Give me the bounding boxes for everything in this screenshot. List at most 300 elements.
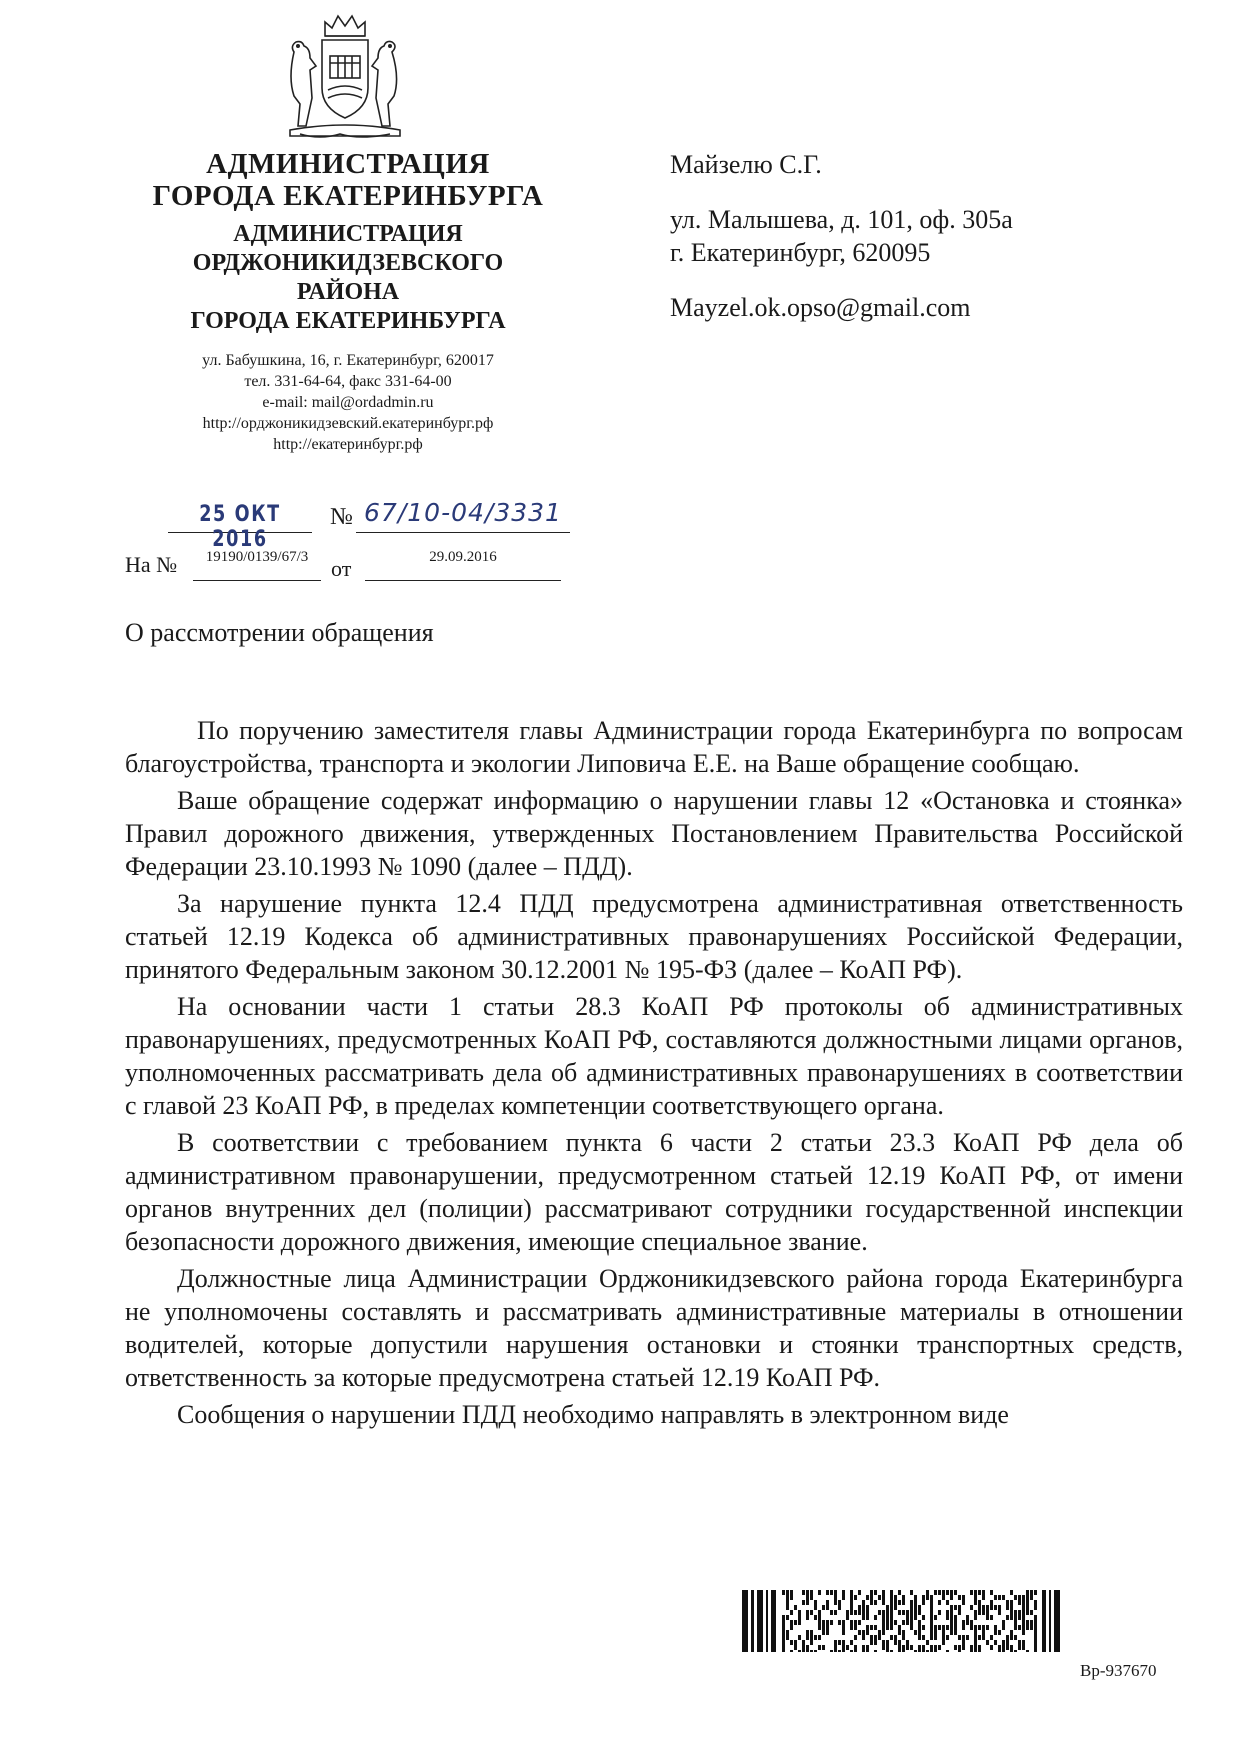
barcode-module: [962, 1635, 965, 1640]
barcode-module: [806, 1630, 809, 1635]
barcode-module: [886, 1645, 889, 1650]
barcode-module: [926, 1595, 929, 1600]
barcode-module: [1022, 1615, 1025, 1620]
barcode-module: [1002, 1645, 1005, 1650]
barcode-module: [850, 1610, 853, 1615]
barcode-module: [926, 1640, 929, 1645]
barcode-module: [1014, 1615, 1017, 1620]
barcode-module: [806, 1615, 809, 1620]
barcode-module: [886, 1625, 889, 1630]
barcode-module: [878, 1635, 881, 1640]
barcode-module: [894, 1635, 897, 1640]
org-city: ГОРОДА ЕКАТЕРИНБУРГА: [152, 180, 544, 212]
barcode-module: [782, 1625, 785, 1630]
barcode-module: [862, 1605, 865, 1610]
barcode-module: [898, 1630, 901, 1635]
barcode-module: [862, 1630, 865, 1635]
barcode-module: [1014, 1650, 1017, 1652]
barcode-module: [1014, 1620, 1017, 1625]
barcode-module: [894, 1605, 897, 1610]
barcode-module: [894, 1595, 897, 1600]
coat-of-arms-icon: [280, 8, 410, 148]
barcode-module: [834, 1645, 837, 1650]
barcode-module: [806, 1600, 809, 1605]
barcode-module: [1014, 1635, 1017, 1640]
barcode-module: [914, 1630, 917, 1635]
barcode-module: [886, 1610, 889, 1615]
ref-from-label: от: [331, 556, 352, 581]
org-email: e-mail: mail@ordadmin.ru: [262, 394, 434, 411]
barcode-module: [954, 1605, 957, 1610]
barcode-module: [910, 1590, 913, 1595]
barcode-module: [854, 1595, 857, 1600]
barcode-module: [850, 1620, 853, 1625]
barcode-module: [850, 1590, 853, 1595]
barcode-module: [858, 1620, 861, 1625]
barcode-module: [790, 1610, 793, 1615]
barcode-module: [882, 1610, 885, 1615]
barcode-module: [910, 1600, 913, 1605]
barcode-module: [974, 1600, 977, 1605]
barcode-module: [790, 1650, 793, 1652]
barcode-module: [918, 1645, 921, 1650]
barcode-module: [834, 1590, 837, 1595]
barcode-module: [874, 1590, 877, 1595]
barcode-module: [1030, 1620, 1033, 1625]
barcode-module: [846, 1610, 849, 1615]
barcode-module: [982, 1590, 985, 1595]
barcode-module: [934, 1650, 937, 1652]
barcode-module: [842, 1595, 845, 1600]
barcode-module: [978, 1650, 981, 1652]
barcode-module: [802, 1600, 805, 1605]
barcode-module: [1018, 1615, 1021, 1620]
barcode-module: [826, 1590, 829, 1595]
barcode-module: [822, 1620, 825, 1625]
barcode-module: [798, 1635, 801, 1640]
barcode-module: [822, 1625, 825, 1630]
barcode-module: [1006, 1645, 1009, 1650]
barcode-module: [782, 1630, 785, 1635]
barcode-module: [782, 1590, 785, 1595]
barcode-module: [854, 1645, 857, 1650]
barcode-module: [798, 1615, 801, 1620]
barcode-module: [894, 1600, 897, 1605]
barcode-module: [862, 1615, 865, 1620]
barcode-module: [810, 1590, 813, 1595]
letter-body: [125, 714, 1183, 1435]
barcode-module: [794, 1605, 797, 1610]
barcode-module: [1014, 1595, 1017, 1600]
barcode-module: [950, 1590, 953, 1595]
barcode-module: [882, 1640, 885, 1645]
barcode-module: [794, 1640, 797, 1645]
barcode-module: [814, 1600, 817, 1605]
barcode-module: [998, 1650, 1001, 1652]
barcode-module: [866, 1625, 869, 1630]
barcode-module: [974, 1640, 977, 1645]
barcode-module: [954, 1590, 957, 1595]
barcode-module: [902, 1650, 905, 1652]
barcode-module: [898, 1645, 901, 1650]
barcode-module: [790, 1640, 793, 1645]
barcode-module: [986, 1615, 989, 1620]
barcode-module: [978, 1645, 981, 1650]
barcode-module: [970, 1625, 973, 1630]
barcode-module: [822, 1630, 825, 1635]
barcode-module: [878, 1630, 881, 1635]
barcode-module: [782, 1640, 785, 1645]
barcode-module: [890, 1650, 893, 1652]
barcode-module: [1010, 1650, 1013, 1652]
barcode-module: [1034, 1615, 1037, 1620]
barcode-module: [826, 1620, 829, 1625]
barcode-module: [966, 1620, 969, 1625]
barcode-module: [786, 1635, 789, 1640]
barcode-module: [990, 1645, 993, 1650]
barcode-module: [886, 1605, 889, 1610]
addressee-block: [670, 148, 1013, 324]
barcode-module: [930, 1650, 933, 1652]
barcode-module: [930, 1610, 933, 1615]
barcode-module: [806, 1595, 809, 1600]
barcode-module: [978, 1605, 981, 1610]
barcode-module: [802, 1640, 805, 1645]
barcode-module: [914, 1605, 917, 1610]
barcode-module: [970, 1605, 973, 1610]
barcode-module: [846, 1645, 849, 1650]
barcode-module: [902, 1645, 905, 1650]
barcode-module: [1010, 1645, 1013, 1650]
barcode-module: [946, 1615, 949, 1620]
barcode-module: [1002, 1625, 1005, 1630]
barcode-module: [874, 1600, 877, 1605]
barcode-module: [930, 1630, 933, 1635]
barcode-module: [1018, 1640, 1021, 1645]
barcode-module: [902, 1595, 905, 1600]
barcode-module: [1010, 1635, 1013, 1640]
barcode-module: [918, 1605, 921, 1610]
barcode-module: [898, 1590, 901, 1595]
barcode-module: [934, 1635, 937, 1640]
barcode-module: [1026, 1605, 1029, 1610]
barcode-module: [902, 1600, 905, 1605]
barcode-module: [978, 1635, 981, 1640]
barcode-module: [978, 1610, 981, 1615]
barcode-module: [982, 1610, 985, 1615]
paragraph: Ваше обращение содержат информацию о нарушении главы 12 «Остановка и стоянка» Правил дорожного движения, утвержденных Постановлением Правительства Российской Федерации 23.10.1993 № 1090 (далее – ПДД).: [125, 786, 1183, 881]
barcode-module: [850, 1650, 853, 1652]
barcode-module: [890, 1615, 893, 1620]
barcode-module: [930, 1625, 933, 1630]
barcode-module: [818, 1625, 821, 1630]
subject-line: О рассмотрении обращения: [125, 618, 434, 647]
barcode-module: [994, 1625, 997, 1630]
barcode-module: [1026, 1595, 1029, 1600]
barcode-module: [1034, 1625, 1037, 1630]
barcode-module: [954, 1645, 957, 1650]
barcode-module: [866, 1650, 869, 1652]
paragraph: Должностные лица Администрации Орджоникидзевского района города Екатеринбурга не уполномочены составлять и рассматривать административные материалы в отношении водителей, которые допустили нарушения остановки и стоянки транспортных средств, ответственность за которые предусмотрена статьей 12.19 КоАП РФ.: [125, 1264, 1183, 1392]
barcode-module: [958, 1595, 961, 1600]
barcode-module: [974, 1590, 977, 1595]
barcode-module: [878, 1610, 881, 1615]
barcode-module: [946, 1610, 949, 1615]
barcode-module: [950, 1625, 953, 1630]
barcode-module: [1002, 1620, 1005, 1625]
barcode-module: [850, 1640, 853, 1645]
barcode-module: [910, 1620, 913, 1625]
barcode-module: [914, 1595, 917, 1600]
barcode-module: [1010, 1605, 1013, 1610]
barcode-module: [994, 1630, 997, 1635]
barcode-module: [910, 1645, 913, 1650]
barcode-module: [838, 1605, 841, 1610]
barcode-module: [1006, 1605, 1009, 1610]
barcode-module: [974, 1650, 977, 1652]
barcode-module: [786, 1590, 789, 1595]
barcode-module: [922, 1615, 925, 1620]
paragraph: За нарушение пункта 12.4 ПДД предусмотрена административная ответственность статьей 12.19 Кодекса об административных правонарушениях Российской Федерации, принятого Федеральным законом 30.12.2001 № 195-ФЗ (далее – КоАП РФ).: [125, 889, 1183, 984]
barcode-module: [850, 1625, 853, 1630]
barcode-module: [838, 1650, 841, 1652]
barcode-module: [882, 1620, 885, 1625]
barcode-module: [790, 1595, 793, 1600]
barcode-module: [914, 1600, 917, 1605]
barcode-module: [894, 1640, 897, 1645]
barcode-module: [814, 1650, 817, 1652]
barcode-module: [1010, 1590, 1013, 1595]
barcode-module: [874, 1640, 877, 1645]
barcode-module: [958, 1610, 961, 1615]
barcode-module: [942, 1630, 945, 1635]
barcode-module: [882, 1615, 885, 1620]
barcode-module: [826, 1630, 829, 1635]
barcode-module: [898, 1640, 901, 1645]
barcode-module: [962, 1645, 965, 1650]
barcode-module: [958, 1650, 961, 1652]
barcode-module: [862, 1650, 865, 1652]
barcode-module: [790, 1590, 793, 1595]
barcode-module: [782, 1620, 785, 1625]
barcode-module: [842, 1625, 845, 1630]
barcode-module: [870, 1590, 873, 1595]
barcode-module: [902, 1620, 905, 1625]
barcode-module: [918, 1620, 921, 1625]
barcode-module: [858, 1590, 861, 1595]
barcode-module: [954, 1630, 957, 1635]
barcode-module: [1026, 1590, 1029, 1595]
barcode-module: [810, 1610, 813, 1615]
paragraph: В соответствии с требованием пункта 6 части 2 статьи 23.3 КоАП РФ дела об административном правонарушении, предусмотренном статьей 12.19 КоАП РФ, от имени органов внутренних дел (полиции) рассматривают сотрудники государственной инспекции безопасности дорожного движения, имеющие специальное звание.: [125, 1128, 1183, 1256]
barcode-module: [866, 1605, 869, 1610]
barcode-module: [1034, 1645, 1037, 1650]
barcode-module: [826, 1605, 829, 1610]
barcode-module: [854, 1635, 857, 1640]
barcode-module: [834, 1650, 837, 1652]
barcode-module: [890, 1635, 893, 1640]
org-site-1: http://орджоникидзевский.екатеринбург.рф: [202, 415, 494, 432]
date-stamp: 25 ОКТ 2016: [168, 502, 312, 533]
org-name: АДМИНИСТРАЦИЯ: [206, 148, 490, 180]
barcode-module: [990, 1635, 993, 1640]
barcode-module: [834, 1595, 837, 1600]
barcode-icon: [742, 1590, 1060, 1652]
barcode-module: [1034, 1600, 1037, 1605]
barcode-module: [934, 1615, 937, 1620]
barcode-module: [902, 1635, 905, 1640]
barcode-module: [874, 1615, 877, 1620]
barcode-module: [842, 1645, 845, 1650]
barcode-module: [1026, 1625, 1029, 1630]
barcode-module: [838, 1640, 841, 1645]
barcode-module: [790, 1625, 793, 1630]
barcode-module: [858, 1610, 861, 1615]
barcode-module: [866, 1645, 869, 1650]
number-label: №: [330, 504, 353, 530]
barcode-module: [910, 1605, 913, 1610]
barcode-module: [862, 1645, 865, 1650]
barcode-module: [898, 1625, 901, 1630]
barcode-module: [826, 1625, 829, 1630]
barcode-module: [798, 1650, 801, 1652]
barcode-module: [874, 1625, 877, 1630]
barcode-module: [1034, 1620, 1037, 1625]
barcode-module: [962, 1625, 965, 1630]
barcode-module: [1022, 1620, 1025, 1625]
barcode-module: [866, 1615, 869, 1620]
barcode-module: [1014, 1625, 1017, 1630]
barcode-module: [982, 1605, 985, 1610]
barcode-module: [946, 1590, 949, 1595]
org-site-2: http://екатеринбург.рф: [273, 436, 423, 453]
addressee-name: Майзелю С.Г.: [670, 150, 822, 179]
barcode-module: [1022, 1600, 1025, 1605]
barcode-module: [950, 1610, 953, 1615]
barcode-module: [938, 1625, 941, 1630]
barcode-module: [990, 1590, 993, 1595]
barcode-module: [938, 1610, 941, 1615]
barcode-module: [870, 1595, 873, 1600]
barcode-module: [902, 1610, 905, 1615]
barcode-module: [990, 1600, 993, 1605]
barcode-module: [994, 1605, 997, 1610]
barcode-module: [898, 1600, 901, 1605]
org-address: ул. Бабушкина, 16, г. Екатеринбург, 620017: [202, 352, 494, 369]
barcode-module: [810, 1630, 813, 1635]
addressee-city: г. Екатеринбург, 620095: [670, 238, 931, 267]
barcode-module: [846, 1615, 849, 1620]
barcode-module: [822, 1645, 825, 1650]
barcode-module: [918, 1625, 921, 1630]
barcode-module: [918, 1650, 921, 1652]
barcode-module: [894, 1620, 897, 1625]
barcode-module: [794, 1620, 797, 1625]
barcode-module: [950, 1620, 953, 1625]
barcode-module: [1010, 1615, 1013, 1620]
barcode-module: [982, 1595, 985, 1600]
barcode-module: [918, 1610, 921, 1615]
barcode-module: [950, 1630, 953, 1635]
barcode-module: [862, 1610, 865, 1615]
barcode-module: [786, 1615, 789, 1620]
barcode-module: [830, 1620, 833, 1625]
barcode-module: [782, 1635, 785, 1640]
barcode-module: [990, 1605, 993, 1610]
barcode-module: [926, 1650, 929, 1652]
outgoing-number: 67/10-04/3331: [356, 498, 570, 533]
barcode-module: [822, 1605, 825, 1610]
suborg-line-2: ОРДЖОНИКИДЗЕВСКОГО: [192, 250, 504, 276]
barcode-module: [946, 1650, 949, 1652]
barcode-module: [854, 1610, 857, 1615]
barcode-module: [922, 1600, 925, 1605]
barcode-module: [1018, 1595, 1021, 1600]
barcode-module: [826, 1600, 829, 1605]
barcode-module: [1030, 1595, 1033, 1600]
suborg-line-1: АДМИНИСТРАЦИЯ: [233, 221, 463, 247]
barcode-module: [1022, 1595, 1025, 1600]
barcode-module: [974, 1615, 977, 1620]
barcode-module: [866, 1610, 869, 1615]
barcode-module: [802, 1590, 805, 1595]
barcode-module: [1030, 1610, 1033, 1615]
barcode-module: [850, 1600, 853, 1605]
suborg-line-3: РАЙОНА: [296, 279, 400, 305]
barcode-module: [818, 1635, 821, 1640]
barcode-module: [842, 1590, 845, 1595]
barcode-module: [790, 1620, 793, 1625]
barcode-module: [854, 1650, 857, 1652]
barcode-module: [906, 1645, 909, 1650]
barcode-module: [1014, 1610, 1017, 1615]
barcode-module: [930, 1595, 933, 1600]
barcode-module: [802, 1650, 805, 1652]
barcode-module: [898, 1650, 901, 1652]
barcode-module: [934, 1630, 937, 1635]
barcode-module: [994, 1595, 997, 1600]
barcode-module: [970, 1620, 973, 1625]
barcode-module: [1026, 1610, 1029, 1615]
barcode-module: [882, 1590, 885, 1595]
barcode-module: [950, 1615, 953, 1620]
barcode-module: [1002, 1650, 1005, 1652]
barcode-module: [946, 1600, 949, 1605]
barcode-module: [1026, 1650, 1029, 1652]
barcode-module: [930, 1645, 933, 1650]
barcode-module: [958, 1605, 961, 1610]
barcode-module: [934, 1590, 937, 1595]
barcode-module: [890, 1595, 893, 1600]
barcode-module: [922, 1650, 925, 1652]
barcode-module: [962, 1620, 965, 1625]
barcode-module: [994, 1640, 997, 1645]
barcode-module: [1006, 1635, 1009, 1640]
barcode-module: [934, 1645, 937, 1650]
barcode-module: [930, 1620, 933, 1625]
suborg-line-4: ГОРОДА ЕКАТЕРИНБУРГА: [190, 308, 506, 334]
barcode-module: [938, 1600, 941, 1605]
barcode-module: [998, 1605, 1001, 1610]
barcode-module: [818, 1645, 821, 1650]
barcode-module: [1018, 1645, 1021, 1650]
barcode-module: [938, 1645, 941, 1650]
barcode-module: [962, 1600, 965, 1605]
barcode-module: [1018, 1600, 1021, 1605]
barcode-module: [886, 1650, 889, 1652]
barcode-module: [998, 1630, 1001, 1635]
barcode-module: [950, 1595, 953, 1600]
